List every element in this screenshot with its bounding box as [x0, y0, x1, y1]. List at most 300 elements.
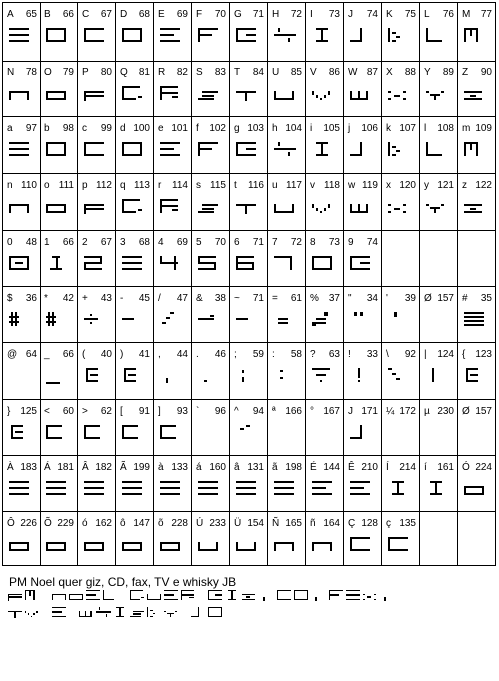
glyph-code: 131 — [247, 462, 264, 473]
glyph-character: ) — [120, 349, 124, 360]
glyph-code: 72 — [290, 9, 302, 20]
glyph-cell — [78, 512, 116, 566]
glyph-cell — [268, 400, 306, 456]
glyph-stroke — [46, 28, 66, 30]
glyph-character: Õ — [44, 518, 52, 529]
glyph-stroke — [164, 594, 174, 595]
glyph-cell — [116, 287, 154, 343]
glyph-cell — [458, 174, 496, 231]
glyph-preview — [122, 365, 148, 387]
glyph-character: " — [348, 293, 352, 304]
glyph-character: : — [272, 349, 275, 360]
glyph-preview — [160, 25, 186, 47]
glyph-stroke — [464, 486, 484, 488]
glyph-stroke — [116, 616, 124, 617]
glyph-cell — [2, 400, 41, 456]
glyph-character: ^ — [234, 406, 239, 417]
glyph-stroke — [346, 599, 360, 600]
glyph-preview — [236, 309, 262, 331]
glyph-code: 88 — [404, 67, 416, 78]
glyph-stroke — [84, 204, 104, 206]
glyph-stroke — [46, 91, 66, 93]
glyph-code: 113 — [134, 180, 150, 191]
glyph-cell — [458, 287, 496, 343]
glyph-stroke — [426, 204, 429, 206]
glyph-cell — [40, 61, 78, 117]
glyph-character: 8 — [310, 237, 316, 248]
glyph-stroke — [138, 209, 142, 211]
glyph-cell — [154, 231, 192, 287]
glyph-stroke — [160, 34, 174, 36]
glyph-code: 67 — [100, 9, 112, 20]
glyph-cell — [268, 343, 306, 400]
glyph-stroke — [367, 596, 371, 597]
glyph-cell — [116, 117, 154, 174]
glyph-stroke — [11, 437, 23, 439]
glyph-stroke — [208, 616, 222, 617]
glyph-stroke — [172, 96, 178, 98]
glyph-stroke — [277, 590, 291, 591]
glyph-stroke — [122, 437, 138, 439]
glyph-stroke — [464, 211, 482, 213]
glyph-stroke — [316, 154, 328, 156]
glyph-character: = — [272, 293, 278, 304]
glyph-preview — [464, 309, 490, 331]
glyph-code: 226 — [20, 518, 37, 529]
glyph-character: 1 — [44, 237, 50, 248]
glyph-preview — [46, 83, 72, 105]
glyph-stroke — [208, 590, 222, 591]
glyph-character: $ — [7, 293, 13, 304]
glyph-preview — [464, 25, 490, 47]
glyph-stroke — [374, 599, 376, 600]
glyph-stroke — [9, 321, 19, 323]
glyph-code: 44 — [176, 349, 188, 360]
glyph-cell — [116, 231, 154, 287]
glyph-code: 110 — [21, 180, 37, 191]
glyph-code: 120 — [399, 180, 416, 191]
glyph-stroke — [46, 154, 66, 156]
glyph-character: U — [272, 67, 280, 78]
glyph-stroke — [160, 487, 180, 489]
glyph-stroke — [46, 321, 56, 323]
glyph-preview — [350, 309, 376, 331]
glyph-stroke — [160, 86, 178, 88]
glyph-cell — [306, 174, 344, 231]
glyph-preview — [9, 422, 35, 444]
glyph-stroke — [46, 40, 66, 42]
glyph-preview — [350, 534, 376, 556]
glyph-code: 210 — [361, 462, 378, 473]
glyph-stroke — [236, 154, 256, 156]
glyph-character: ¼ — [386, 406, 395, 417]
glyph-stroke — [374, 594, 376, 595]
glyph-preview — [198, 478, 224, 500]
glyph-code: 85 — [290, 67, 302, 78]
glyph-preview — [122, 83, 148, 105]
glyph-stroke — [84, 542, 104, 544]
glyph-stroke — [434, 96, 436, 100]
glyph-stroke — [106, 614, 107, 617]
glyph-stroke — [312, 481, 332, 483]
glyph-character: + — [82, 293, 88, 304]
glyph-stroke — [358, 380, 360, 382]
glyph-preview — [46, 25, 72, 47]
glyph-character: ó — [82, 518, 88, 529]
glyph-cell — [230, 61, 268, 117]
glyph-stroke — [170, 614, 171, 617]
glyph-stroke — [292, 542, 294, 551]
glyph-cell — [344, 231, 382, 287]
glyph-code: 86 — [328, 67, 340, 78]
glyph-stroke — [198, 268, 216, 270]
glyph-character: Ô — [7, 518, 15, 529]
glyph-cell — [306, 2, 344, 62]
glyph-code: 161 — [437, 462, 454, 473]
glyph-cell — [2, 2, 41, 62]
glyph-stroke — [346, 590, 360, 591]
glyph-character: x — [386, 180, 391, 191]
glyph-preview — [122, 534, 148, 556]
glyph-code: 65 — [25, 9, 37, 20]
glyph-stroke — [46, 316, 56, 318]
glyph-code: 99 — [100, 123, 112, 134]
glyph-code: 157 — [475, 406, 492, 417]
glyph-preview — [122, 309, 148, 331]
glyph-cell — [154, 61, 192, 117]
glyph-stroke — [122, 487, 142, 489]
glyph-character: j — [348, 123, 351, 134]
glyph-stroke — [160, 425, 176, 427]
glyph-stroke — [122, 199, 140, 201]
glyph-stroke — [434, 209, 436, 213]
glyph-preview — [122, 422, 148, 444]
glyph-preview — [122, 478, 148, 500]
glyph-stroke — [15, 262, 23, 264]
glyph-stroke — [84, 28, 104, 30]
glyph-stroke — [324, 312, 328, 316]
glyph-cell — [420, 117, 458, 174]
glyph-cell — [230, 2, 268, 62]
glyph-cell — [306, 117, 344, 174]
glyph-code: 63 — [328, 349, 340, 360]
glyph-cell — [306, 343, 344, 400]
glyph-code: 115 — [210, 180, 226, 191]
glyph-stroke — [392, 493, 404, 495]
glyph-character: l — [424, 123, 427, 134]
glyph-stroke — [242, 377, 244, 382]
glyph-stroke — [122, 542, 142, 544]
glyph-preview — [464, 365, 490, 387]
glyph-stroke — [84, 262, 86, 270]
glyph-stroke — [274, 542, 276, 551]
glyph-stroke — [329, 590, 343, 591]
glyph-stroke — [288, 152, 290, 156]
glyph-stroke — [133, 611, 144, 612]
glyph-code: 107 — [399, 123, 416, 134]
glyph-cell — [230, 456, 268, 512]
glyph-character: t — [234, 180, 237, 191]
glyph-code: 37 — [328, 293, 340, 304]
glyph-stroke — [388, 91, 391, 93]
glyph-stroke — [320, 98, 322, 100]
glyph-preview — [426, 422, 452, 444]
glyph-character: . — [196, 349, 199, 360]
glyph-cell — [40, 2, 78, 62]
glyph-cell — [344, 456, 382, 512]
glyph-stroke — [208, 599, 222, 600]
glyph-character: ã — [272, 462, 278, 473]
glyph-stroke — [202, 204, 218, 206]
glyph-preview — [198, 534, 224, 556]
glyph-stroke — [86, 590, 100, 591]
glyph-cell — [458, 456, 496, 512]
glyph-stroke — [84, 318, 98, 320]
glyph-stroke — [210, 315, 214, 317]
glyph-code: 117 — [286, 180, 302, 191]
glyph-stroke — [84, 91, 104, 93]
glyph-code: 61 — [290, 293, 302, 304]
glyph-character: k — [386, 123, 391, 134]
glyph-stroke — [274, 211, 294, 213]
glyph-code: 92 — [404, 349, 416, 360]
glyph-character: G — [234, 9, 242, 20]
glyph-cell — [192, 174, 230, 231]
glyph-cell — [78, 231, 116, 287]
glyph-character: ª — [272, 406, 276, 417]
glyph-stroke — [198, 34, 212, 36]
glyph-cell — [230, 343, 268, 400]
glyph-character: M — [462, 9, 471, 20]
glyph-cell — [40, 400, 78, 456]
glyph-stroke — [312, 542, 314, 551]
glyph-stroke — [464, 28, 478, 30]
glyph-cell — [192, 287, 230, 343]
glyph-stroke — [464, 316, 484, 318]
glyph-cell — [78, 343, 116, 400]
glyph-code: 66 — [62, 9, 74, 20]
glyph-character: @ — [7, 349, 18, 360]
glyph-character: Í — [386, 462, 389, 473]
glyph-stroke — [52, 616, 66, 617]
glyph-code: 198 — [285, 462, 302, 473]
glyph-stroke — [9, 204, 11, 213]
glyph-code: 83 — [214, 67, 226, 78]
glyph-character: C — [82, 9, 90, 20]
glyph-cell — [154, 512, 192, 566]
glyph-character: & — [196, 293, 203, 304]
glyph-code: 183 — [20, 462, 37, 473]
glyph-character: # — [462, 293, 468, 304]
glyph-cell — [382, 2, 420, 62]
glyph-stroke — [164, 599, 178, 600]
glyph-cell — [420, 174, 458, 231]
glyph-stroke — [392, 373, 396, 375]
glyph-stroke — [396, 150, 400, 152]
glyph-character: / — [158, 293, 161, 304]
glyph-cell — [268, 287, 306, 343]
glyph-stroke — [464, 324, 484, 326]
glyph-preview — [350, 365, 376, 387]
glyph-cell — [458, 2, 496, 62]
glyph-stroke — [162, 322, 166, 324]
glyph-code: 73 — [328, 9, 340, 20]
glyph-stroke — [358, 368, 360, 378]
glyph-code: 230 — [437, 406, 454, 417]
glyph-preview — [312, 83, 338, 105]
glyph-character: 5 — [196, 237, 202, 248]
glyph-stroke — [350, 211, 368, 213]
glyph-character: À — [7, 462, 14, 473]
glyph-preview — [464, 478, 490, 500]
glyph-stroke — [464, 204, 482, 206]
glyph-cell — [420, 2, 458, 62]
glyph-cell — [382, 343, 420, 400]
glyph-code: 84 — [252, 67, 264, 78]
glyph-cell — [268, 61, 306, 117]
glyph-stroke — [350, 98, 368, 100]
glyph-character: J — [348, 9, 353, 20]
glyph-character: o — [44, 180, 50, 191]
glyph-cell — [420, 61, 458, 117]
glyph-character: R — [158, 67, 166, 78]
glyph-preview — [84, 365, 110, 387]
glyph-stroke — [198, 148, 212, 150]
glyph-stroke — [330, 542, 332, 551]
glyph-character: 6 — [234, 237, 240, 248]
glyph-code: 43 — [100, 293, 112, 304]
glyph-character: f — [196, 123, 199, 134]
glyph-stroke — [208, 607, 209, 617]
glyph-character: Z — [462, 67, 469, 78]
glyph-character: E — [158, 9, 165, 20]
glyph-character: X — [386, 67, 393, 78]
glyph-stroke — [46, 549, 66, 551]
glyph-preview — [9, 139, 35, 161]
glyph-character: K — [386, 9, 393, 20]
glyph-stroke — [204, 380, 207, 382]
glyph-stroke — [160, 205, 178, 207]
glyph-stroke — [160, 437, 176, 439]
glyph-cell — [78, 174, 116, 231]
glyph-preview — [464, 196, 490, 218]
glyph-stroke — [392, 154, 396, 156]
glyph-cell — [154, 2, 192, 62]
glyph-preview — [160, 309, 186, 331]
glyph-stroke — [84, 40, 104, 42]
glyph-character: z — [462, 180, 467, 191]
glyph-character: 4 — [158, 237, 164, 248]
glyph-code: 106 — [361, 123, 378, 134]
glyph-code: 165 — [285, 518, 302, 529]
glyph-stroke — [48, 312, 50, 326]
glyph-stroke — [242, 599, 255, 600]
glyph-stroke — [84, 493, 104, 495]
glyph-preview — [350, 83, 376, 105]
glyph-preview — [46, 422, 72, 444]
glyph-stroke — [312, 91, 314, 95]
glyph-stroke — [396, 36, 400, 38]
glyph-character: ` — [196, 406, 200, 417]
glyph-stroke — [236, 487, 256, 489]
glyph-stroke — [312, 542, 332, 544]
glyph-stroke — [15, 312, 17, 326]
glyph-cell — [116, 456, 154, 512]
glyph-stroke — [46, 493, 66, 495]
glyph-stroke — [9, 549, 29, 551]
glyph-preview — [274, 478, 300, 500]
glyph-stroke — [128, 374, 136, 376]
glyph-preview — [160, 83, 186, 105]
glyph-code: 103 — [247, 123, 264, 134]
glyph-character: ñ — [310, 518, 316, 529]
glyph-stroke — [25, 611, 26, 614]
glyph-preview — [388, 534, 414, 556]
glyph-code: 68 — [138, 237, 150, 248]
glyph-character: à — [158, 462, 164, 473]
glyph-stroke — [426, 40, 442, 42]
glyph-preview — [84, 309, 110, 331]
glyph-preview — [236, 253, 262, 275]
glyph-cell — [382, 117, 420, 174]
glyph-cell — [40, 174, 78, 231]
glyph-stroke — [160, 481, 180, 483]
glyph-cell — [154, 456, 192, 512]
glyph-preview — [160, 534, 186, 556]
glyph-code: 128 — [361, 518, 378, 529]
glyph-code: 69 — [176, 237, 188, 248]
glyph-stroke — [246, 34, 256, 36]
glyph-cell — [2, 117, 41, 174]
glyph-stroke — [36, 611, 37, 614]
glyph-stroke — [202, 95, 214, 97]
glyph-stroke — [150, 616, 153, 617]
glyph-stroke — [25, 590, 26, 600]
glyph-code: 79 — [62, 67, 74, 78]
glyph-stroke — [84, 481, 104, 483]
glyph-stroke — [181, 590, 182, 600]
glyph-preview — [274, 196, 300, 218]
glyph-code: 41 — [138, 349, 150, 360]
glyph-character: 7 — [272, 237, 278, 248]
glyph-preview — [426, 139, 452, 161]
glyph-preview — [236, 83, 262, 105]
glyph-stroke — [316, 374, 326, 376]
glyph-stroke — [246, 425, 250, 427]
glyph-stroke — [396, 378, 400, 380]
glyph-stroke — [312, 204, 314, 208]
glyph-stroke — [79, 616, 92, 617]
glyph-stroke — [215, 594, 222, 595]
glyph-cell — [420, 287, 458, 343]
glyph-character: Q — [120, 67, 128, 78]
glyph-stroke — [388, 211, 391, 213]
glyph-character: Ü — [234, 518, 242, 529]
glyph-stroke — [84, 268, 102, 270]
glyph-character: a — [7, 123, 13, 134]
glyph-stroke — [33, 590, 34, 600]
glyph-stroke — [160, 493, 180, 495]
glyph-code: 111 — [58, 180, 74, 191]
glyph-cell — [382, 287, 420, 343]
glyph-cell — [192, 400, 230, 456]
glyph-preview — [160, 422, 186, 444]
glyph-cell — [230, 117, 268, 174]
glyph-character: r — [158, 180, 162, 191]
glyph-stroke — [31, 616, 32, 617]
glyph-code: 228 — [171, 518, 188, 529]
glyph-stroke — [130, 599, 140, 600]
